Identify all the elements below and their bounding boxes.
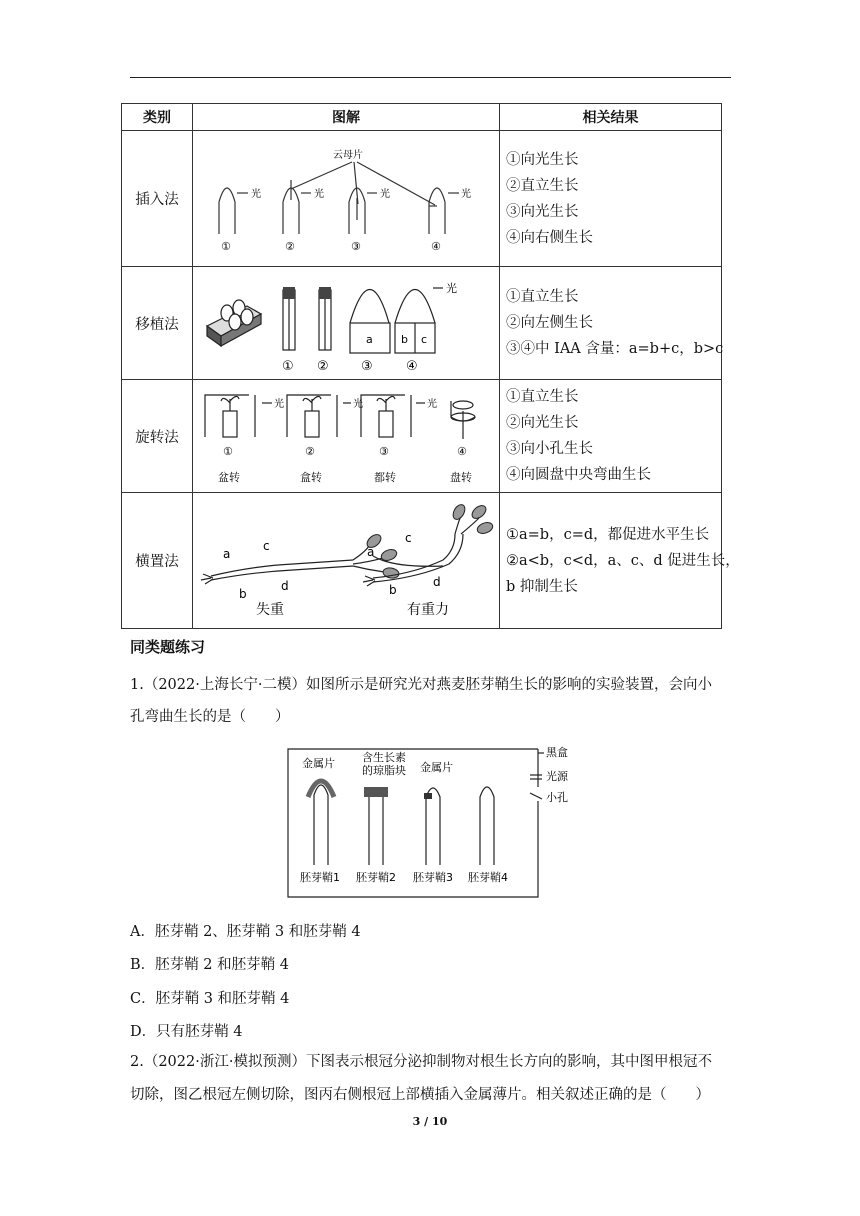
svg-text:含生长素: 含生长素 bbox=[362, 751, 406, 764]
table-row bbox=[122, 493, 722, 629]
insertion-figure bbox=[193, 131, 500, 267]
svg-text:胚芽鞘2: 胚芽鞘2 bbox=[356, 871, 396, 884]
question-1-line-1: 1.（2022·上海长宁·二模）如图所示是研究光对燕麦胚芽鞘生长的影响的实验装置，会向小 bbox=[130, 677, 712, 693]
svg-text:光: 光 bbox=[251, 188, 261, 200]
svg-text:c: c bbox=[263, 538, 270, 553]
header-results: 相关结果 bbox=[500, 104, 722, 131]
svg-text:黑盒: 黑盒 bbox=[546, 746, 568, 759]
svg-text:金属片: 金属片 bbox=[302, 757, 335, 770]
svg-text:光: 光 bbox=[446, 281, 457, 295]
result-line: ②a<b，c<d，a、c、d 促进生长， bbox=[506, 552, 740, 569]
table-row bbox=[122, 380, 722, 493]
svg-text:胚芽鞘1: 胚芽鞘1 bbox=[300, 871, 340, 884]
svg-text:盆转: 盆转 bbox=[218, 470, 240, 484]
row-category: 旋转法 bbox=[122, 380, 193, 493]
result-line: ③向光生长 bbox=[506, 203, 579, 220]
svg-text:a: a bbox=[223, 546, 231, 561]
svg-text:小孔: 小孔 bbox=[546, 791, 568, 804]
question-2-line-2: 切除，图乙根冠左侧切除，图丙右侧根冠上部横插入金属薄片。相关叙述正确的是（ ） bbox=[130, 1087, 710, 1103]
svg-text:光源: 光源 bbox=[546, 770, 568, 783]
svg-text:③: ③ bbox=[361, 358, 373, 374]
option-d: D．只有胚芽鞘 4 bbox=[130, 1024, 243, 1040]
row-category: 横置法 bbox=[122, 493, 193, 629]
svg-text:②: ② bbox=[285, 239, 295, 253]
rotation-figure bbox=[193, 380, 500, 493]
svg-text:②: ② bbox=[305, 444, 315, 458]
option-c: C．胚芽鞘 3 和胚芽鞘 4 bbox=[130, 991, 290, 1007]
result-line: ②直立生长 bbox=[506, 177, 579, 194]
svg-text:d: d bbox=[281, 578, 289, 593]
header-rule bbox=[130, 77, 731, 78]
svg-text:胚芽鞘4: 胚芽鞘4 bbox=[468, 871, 508, 884]
result-line: ③④中 IAA 含量：a=b+c，b>c bbox=[506, 341, 724, 357]
table-row bbox=[122, 131, 722, 267]
svg-text:失重: 失重 bbox=[256, 601, 284, 618]
svg-text:a: a bbox=[367, 544, 375, 559]
svg-text:d: d bbox=[433, 574, 441, 589]
table-row bbox=[122, 267, 722, 380]
svg-text:的琼脂块: 的琼脂块 bbox=[362, 764, 406, 777]
svg-text:盒转: 盒转 bbox=[300, 470, 322, 484]
mica-label: 云母片 bbox=[333, 149, 363, 161]
svg-text:光: 光 bbox=[314, 188, 324, 200]
row-results bbox=[500, 493, 740, 629]
result-line: ②向光生长 bbox=[506, 415, 579, 431]
result-line: ②向左侧生长 bbox=[506, 315, 593, 331]
svg-text:③: ③ bbox=[351, 239, 361, 253]
svg-text:b: b bbox=[239, 586, 247, 601]
svg-text:③: ③ bbox=[379, 444, 389, 458]
row-category: 移植法 bbox=[122, 267, 193, 380]
option-b: B．胚芽鞘 2 和胚芽鞘 4 bbox=[130, 957, 289, 973]
header-figure: 图解 bbox=[193, 104, 500, 131]
summary-table bbox=[121, 103, 740, 629]
svg-text:光: 光 bbox=[461, 188, 471, 200]
svg-text:都转: 都转 bbox=[374, 470, 396, 484]
svg-text:胚芽鞘3: 胚芽鞘3 bbox=[413, 871, 453, 884]
svg-text:有重力: 有重力 bbox=[407, 601, 449, 618]
question-2-line-1: 2.（2022·浙江·模拟预测）下图表示根冠分泌抑制物对根生长方向的影响，其中图甲根冠不 bbox=[130, 1054, 712, 1070]
svg-text:光: 光 bbox=[427, 398, 437, 410]
svg-text:①: ① bbox=[223, 444, 233, 458]
result-line: ③向小孔生长 bbox=[506, 441, 593, 457]
svg-text:光: 光 bbox=[353, 398, 363, 410]
transplant-figure bbox=[193, 267, 500, 380]
table-header-row bbox=[122, 104, 722, 131]
question-1-line-2: 孔弯曲生长的是（ ） bbox=[130, 709, 290, 725]
svg-text:②: ② bbox=[317, 358, 329, 374]
horizontal-figure bbox=[193, 493, 500, 629]
svg-text:金属片: 金属片 bbox=[420, 761, 453, 774]
row-results bbox=[500, 131, 722, 267]
svg-text:④: ④ bbox=[431, 239, 441, 253]
result-line: ①直立生长 bbox=[506, 289, 579, 305]
result-line: ④向右侧生长 bbox=[506, 229, 593, 246]
svg-text:①: ① bbox=[221, 239, 231, 253]
svg-text:c: c bbox=[405, 530, 412, 545]
svg-text:光: 光 bbox=[380, 188, 390, 200]
svg-text:①: ① bbox=[282, 358, 294, 374]
svg-text:b: b bbox=[401, 332, 408, 346]
result-line: ④向圆盘中央弯曲生长 bbox=[506, 467, 651, 483]
svg-text:④: ④ bbox=[457, 444, 467, 458]
svg-text:光: 光 bbox=[274, 398, 284, 410]
row-results bbox=[500, 267, 722, 380]
svg-text:盘转: 盘转 bbox=[450, 470, 472, 484]
result-line: b 抑制生长 bbox=[506, 578, 578, 595]
header-category: 类别 bbox=[122, 104, 193, 131]
option-a: A．胚芽鞘 2、胚芽鞘 3 和胚芽鞘 4 bbox=[130, 924, 361, 940]
question-1-figure bbox=[280, 735, 580, 900]
svg-text:b: b bbox=[389, 582, 397, 597]
page-number: 3 / 10 bbox=[412, 1115, 448, 1128]
row-category: 插入法 bbox=[122, 131, 193, 267]
result-line: ①向光生长 bbox=[506, 151, 579, 168]
result-line: ①a=b，c=d，都促进水平生长 bbox=[506, 526, 710, 543]
result-line: ①直立生长 bbox=[506, 389, 579, 405]
svg-text:a: a bbox=[366, 332, 373, 346]
row-results bbox=[500, 380, 722, 493]
section-title: 同类题练习 bbox=[130, 638, 206, 656]
svg-text:c: c bbox=[421, 332, 428, 346]
svg-text:④: ④ bbox=[406, 358, 418, 374]
